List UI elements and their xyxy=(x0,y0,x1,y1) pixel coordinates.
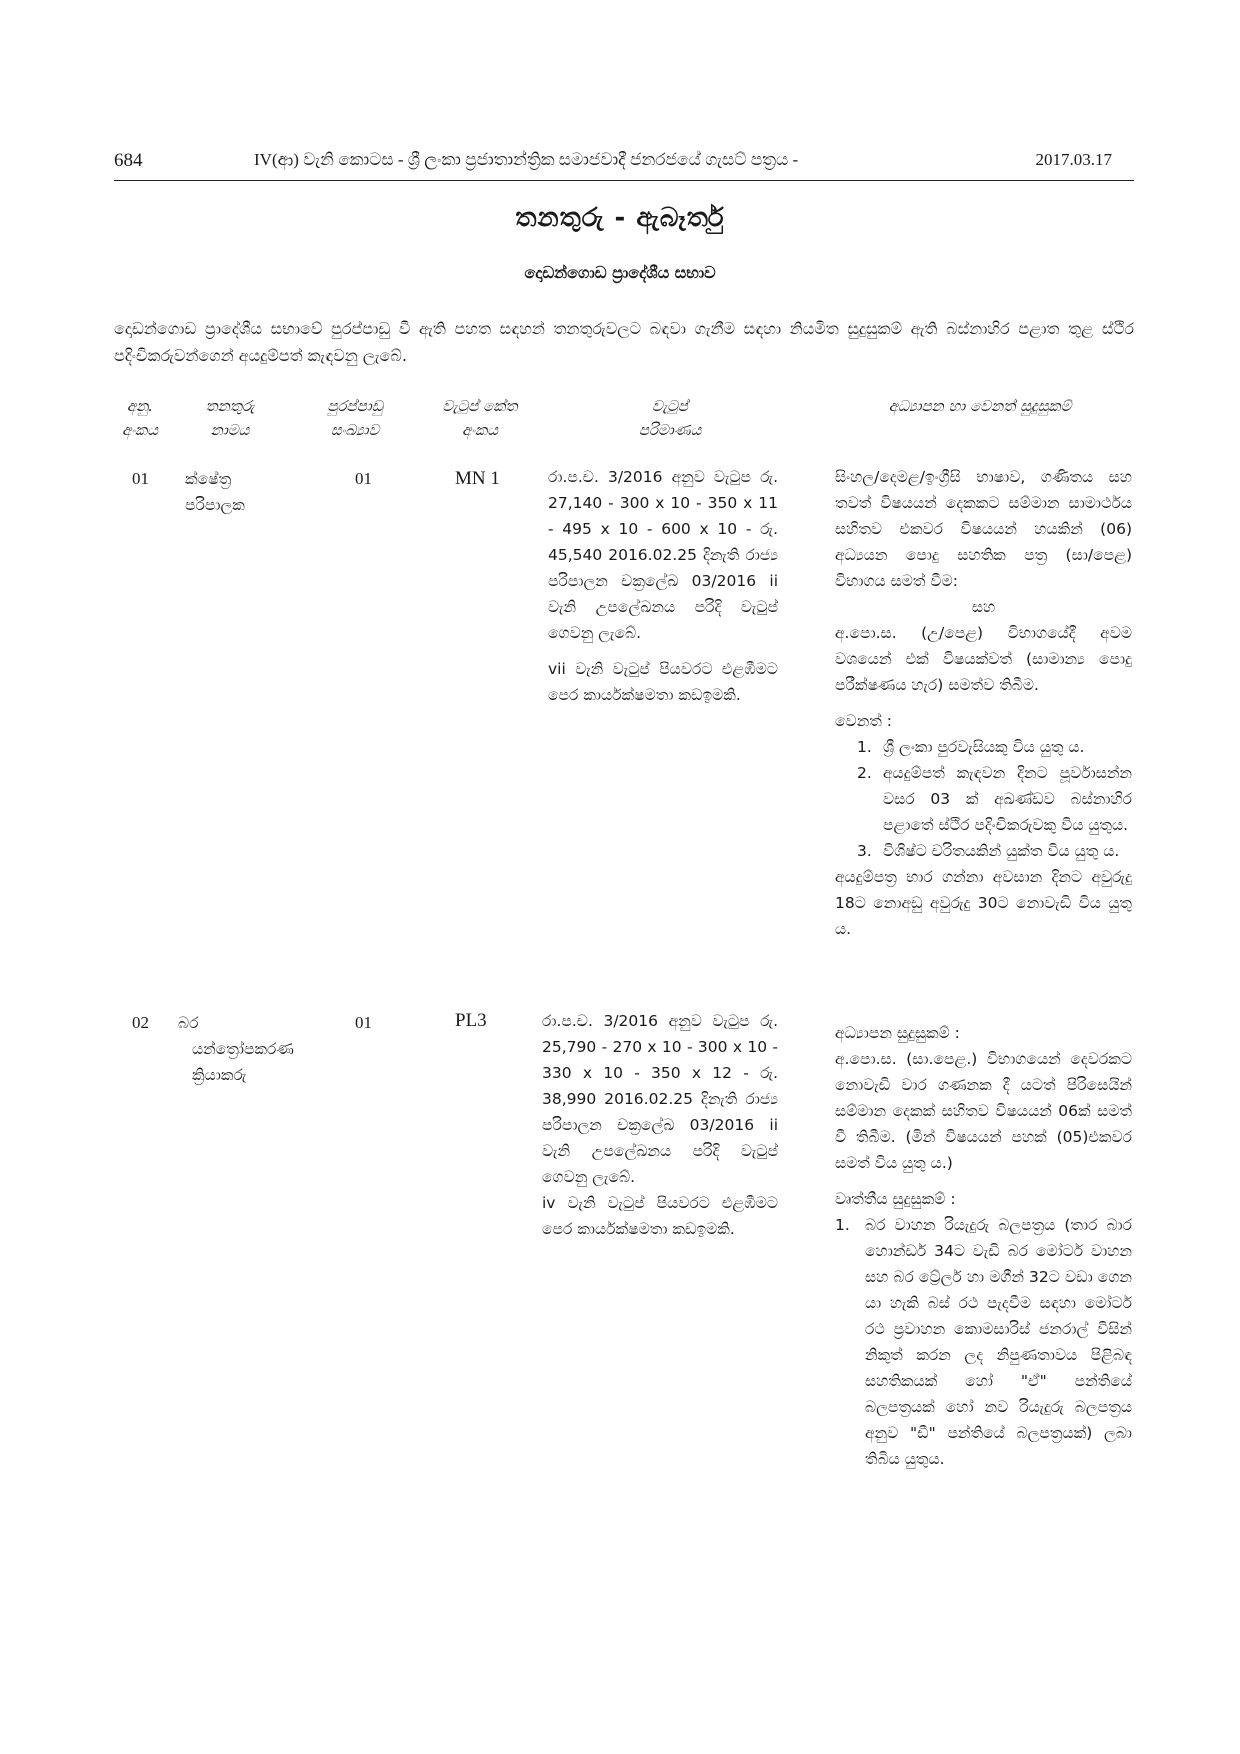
gazette-date: 2017.03.17 xyxy=(1035,150,1112,169)
row1-other-list xyxy=(835,734,1132,864)
list-item-number: 1. xyxy=(857,738,872,756)
list-item-text: අයදුම්පත් කැඳවන දිනට පූර්වාසන්න වසර 03 ක් අඛණ්ඩව බස්නාහිර පළාතේ ස්ථිර පදිංචිකරුවකු විය යුතුය. xyxy=(883,764,1132,834)
row1-al-qualification: අ.පො.ස. (උ/පෙළ) විභාගයේදී අවම වශයෙන් එක් විෂයක්වත් (සාමාන්‍ය පොදු පරීක්ෂණය හැර) සමත්ව තිබීම. xyxy=(835,624,1132,694)
row2-vocational-label: වෘත්තීය සුදුසුකම් : xyxy=(835,1190,956,1208)
intro-paragraph: දොඩන්ගොඩ ප්‍රාදේශීය සභාවේ පුරප්පාඩු වී ඇති පහත සඳහන් තනතුරුවලට බඳවා ගැනීම සඳහා නියමිත සුදුසුකම් ඇති බස්නාහිර පළාත තුළ ස්ථිර පදිංචිකරුවන්ගෙන් අයදුම්පත් කැඳවනු ලැබේ. xyxy=(114,319,1134,365)
header-rule xyxy=(114,180,1134,181)
row1-post-line2: පරිපාලක xyxy=(185,496,245,514)
list-item-number: 2. xyxy=(857,764,872,782)
col-head-salary-line2: පරිමාණය xyxy=(638,421,702,439)
col-head-qualifications: අධ්‍යාපන හා වෙනත් සුදුසුකම් xyxy=(888,397,1072,415)
spacer xyxy=(548,646,778,656)
col-head-no xyxy=(110,394,170,442)
col-head-vacancies-line2: සංඛ්‍යාව xyxy=(330,421,380,439)
spacer xyxy=(835,698,1132,708)
row2-salary-text: රා.ප.ච. 3/2016 අනුව වැටුප රු. 25,790 - 270 x 10 - 300 x 10 - 330 x 10 - 350 x 12 - රු. 38,990 2016.02.25 දිනැති රාජ්‍ය පරිපාලන චක්‍රලේඛ 03/2016 ii වැනි උපලේඛනය පරිදි වැටුප් ගෙවනු ලැබේ. xyxy=(542,1012,778,1186)
col-head-post xyxy=(180,394,280,442)
row1-other-label: වෙනත් : xyxy=(835,712,893,730)
row2-qualifications xyxy=(835,1020,1132,1472)
list-item-text: විශිෂ්ට චරිතයකින් යුක්ත විය යුතු ය. xyxy=(883,842,1120,860)
row1-efficiency-bar-note: vii වැනි වැටුප් පියවරට එළඹීමට පෙර කාර්යක්ෂමතා කඩඉමකි. xyxy=(548,660,778,704)
row2-post xyxy=(178,1010,318,1088)
list-item-text: ශ්‍රී ලංකා පුරවැසියකු විය යුතු ය. xyxy=(883,738,1085,756)
row1-post xyxy=(185,466,305,518)
row2-salary-code: PL3 xyxy=(455,1010,487,1031)
page-header xyxy=(114,150,1134,180)
row2-edu-label: අධ්‍යාපන සුදුසුකම් : xyxy=(835,1024,960,1042)
list-item xyxy=(857,734,1132,760)
col-head-post-line2: නාමය xyxy=(210,421,250,439)
row1-salary-scale xyxy=(548,464,778,708)
col-head-code xyxy=(420,394,540,442)
row2-post-line2: යන්ත්‍රෝපකරණ xyxy=(192,1040,294,1058)
col-head-vacancies-line1: පුරප්පාඩු xyxy=(327,397,383,415)
page-number: 684 xyxy=(114,150,143,171)
row2-efficiency-bar-note: iv වැනි වැටුප් පියවරට එළඹීමට පෙර කාර්යක්ෂමතා කඩඉමකි. xyxy=(542,1194,778,1238)
row1-vacancies: 01 xyxy=(355,469,372,488)
row2-vacancies: 01 xyxy=(355,1013,372,1032)
col-head-salary-line1: වැටුප් xyxy=(652,397,688,415)
spacer xyxy=(835,1176,1132,1186)
row2-no: 02 xyxy=(132,1013,149,1032)
list-item xyxy=(835,1212,1132,1472)
list-item-text: බර වාහන රියැදුරු බලපත්‍රය (තාර බාර හොන්ඩර් 34ට වැඩි බර මෝටර් වාහන සහ බර ට්‍රේලර් හා මගීන් 32ට වඩා ගෙන යා හැකි බස් රථ පැදවීම සඳහා මෝටර් රථ ප්‍රවාහන කොමසාරිස් ජනරාල් විසින් නිකුත් කරන ලද නිපුණතාවය පිළිබඳ සහතිකයක් හෝ "ඒ" පන්තියේ බලපත්‍රයක් හෝ නව රියැදුරු බලපත්‍රය අනුව "ඩී" පන්තියේ බලපත්‍රයක්) ලබා තිබිය යුතුය. xyxy=(865,1216,1132,1468)
council-name: දොඩන්ගොඩ ප්‍රාදේශීය සභාව xyxy=(524,263,716,282)
col-head-no-line2: අංකය xyxy=(121,421,158,439)
col-head-code-line2: අංකය xyxy=(461,421,498,439)
list-item-number: 3. xyxy=(857,842,872,860)
row2-edu-text: අ.පො.ස. (සා.පෙළ.) විභාගයෙන් දෙවරකට නොවැඩි වාර ගණනක දී යටත් පිරිසෙයින් සම්මාන දෙකක් සහිතව විෂයයන් 06ක් සමත් වී තිබීම. (මින් විෂයයන් පහක් (05)එකවර සමත් විය යුතු ය.) xyxy=(835,1050,1132,1172)
row1-age-requirement: අයදුම්පත්‍ර භාර ගන්නා අවසාන දිනට අවුරුදු 18ට නොඅඩු අවුරුදු 30ට නොවැඩි විය යුතු ය. xyxy=(835,868,1132,938)
col-head-no-line1: අනු. xyxy=(126,397,154,415)
gazette-section-title: IV(ආ) වැනි කොටස - ශ්‍රී ලංකා ප්‍රජාතාන්ත්‍රික සමාජවාදී ජනරජයේ ගැසට් පත්‍රය - xyxy=(254,150,799,169)
row1-qualifications xyxy=(835,464,1132,942)
row1-post-line1: ක්ෂේත්‍ර xyxy=(185,470,232,488)
list-item xyxy=(857,838,1132,864)
list-item xyxy=(857,760,1132,838)
row1-and-label: සහ xyxy=(971,598,996,616)
row2-post-line1: බර xyxy=(178,1014,199,1032)
row1-ol-qualification: සිංහල/දෙමළ/ඉංග්‍රීසි භාෂාව, ගණිතය සහ තවත් විෂයයන් දෙකකට සම්මාන සාමාර්ථය සහිතව එකවර විෂයයන් හයකින් (06) අධ්‍යයන පොදු සහතික පත්‍ර (සා/පෙළ) විභාගය සමත් වීම: xyxy=(835,468,1132,590)
list-item-number: 1. xyxy=(835,1216,850,1234)
row2-salary-scale xyxy=(542,1008,778,1242)
col-head-code-line1: වැටුප් කේත xyxy=(442,397,518,415)
page-title: තනතුරු - ඇබෑර්තු xyxy=(515,203,725,233)
row1-salary-text: රා.ප.ච. 3/2016 අනුව වැටුප රු. 27,140 - 300 x 10 - 350 x 11 - 495 x 10 - 600 x 10 - රු. 45,540 2016.02.25 දිනැති රාජ්‍ය පරිපාලන චක්‍රලේඛ 03/2016 ii වැනි උපලේඛනය පරිදි වැටුප් ගෙවනු ලැබේ. xyxy=(548,468,778,642)
row2-post-line3: ක්‍රියාකරු xyxy=(192,1066,247,1084)
row1-no: 01 xyxy=(132,469,149,488)
col-head-vacancies xyxy=(305,394,405,442)
row1-salary-code: MN 1 xyxy=(455,468,500,489)
col-head-post-line1: තනතුරු xyxy=(205,397,255,415)
col-head-salary xyxy=(600,394,740,442)
